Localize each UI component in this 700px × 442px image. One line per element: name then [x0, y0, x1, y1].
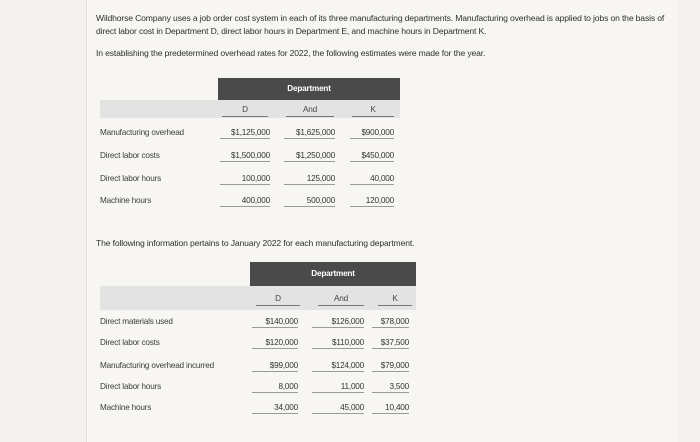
- column-header-k: K: [378, 292, 412, 306]
- cell-value: 400,000: [220, 196, 270, 207]
- row-label: Direct labor costs: [100, 338, 160, 347]
- january-actuals-table: [100, 262, 416, 420]
- cell-value: $900,000: [350, 128, 394, 139]
- cell-value: 11,000: [312, 382, 364, 393]
- row-label: Machine hours: [100, 403, 152, 412]
- cell-value: 500,000: [284, 196, 335, 207]
- cell-value: $1,500,000: [220, 151, 270, 162]
- cell-value: 45,000: [312, 403, 364, 414]
- column-header-d: D: [256, 292, 300, 306]
- cell-value: $1,625,000: [284, 128, 335, 139]
- cell-value: $126,000: [312, 317, 364, 328]
- cell-value: 8,000: [252, 382, 298, 393]
- cell-value: 125,000: [284, 174, 335, 185]
- department-header: Department: [218, 78, 400, 100]
- cell-value: $37,500: [372, 338, 409, 349]
- department-header: Department: [250, 262, 416, 286]
- row-label: Direct labor hours: [100, 174, 162, 183]
- cell-value: $120,000: [252, 338, 298, 349]
- row-label: Direct labor costs: [100, 151, 160, 160]
- cell-value: 100,000: [220, 174, 270, 185]
- cell-value: $124,000: [312, 361, 364, 372]
- column-header-e: And: [286, 104, 334, 117]
- column-header-k: K: [352, 104, 394, 117]
- row-label: Manufacturing overhead: [100, 128, 184, 137]
- column-header-e: And: [318, 292, 364, 306]
- cell-value: $1,125,000: [220, 128, 270, 139]
- cell-value: $1,250,000: [284, 151, 335, 162]
- cell-value: 34,000: [252, 403, 298, 414]
- january-info-text: The following information pertains to January 2022 for each manufacturing department.: [96, 238, 415, 248]
- cell-value: $79,000: [372, 361, 409, 372]
- cell-value: 120,000: [350, 196, 394, 207]
- intro-paragraph: Wildhorse Company uses a job order cost system in each of its three manufacturing departments. Manufacturing overhead is applied to jobs on the basis of direct labor cost in Department D, direct labor hours in Department E, and machine hours in Department K.: [96, 13, 665, 36]
- row-label: Direct labor hours: [100, 382, 162, 391]
- estimates-table: [100, 78, 400, 213]
- cell-value: 40,000: [350, 174, 394, 185]
- row-label: Manufacturing overhead incurred: [100, 361, 214, 370]
- column-header-d: D: [222, 104, 268, 117]
- cell-value: $99,000: [252, 361, 298, 372]
- cell-value: $110,000: [312, 338, 364, 349]
- cell-value: 3,500: [372, 382, 409, 393]
- cell-value: $140,000: [252, 317, 298, 328]
- problem-intro: [96, 12, 666, 60]
- row-label: Direct materials used: [100, 317, 173, 326]
- intro-paragraph-estimates: In establishing the predetermined overhead rates for 2022, the following estimates were made for the year.: [96, 48, 486, 58]
- row-label: Machine hours: [100, 196, 152, 205]
- cell-value: 10,400: [372, 403, 409, 414]
- cell-value: $450,000: [350, 151, 394, 162]
- cell-value: $78,000: [372, 317, 409, 328]
